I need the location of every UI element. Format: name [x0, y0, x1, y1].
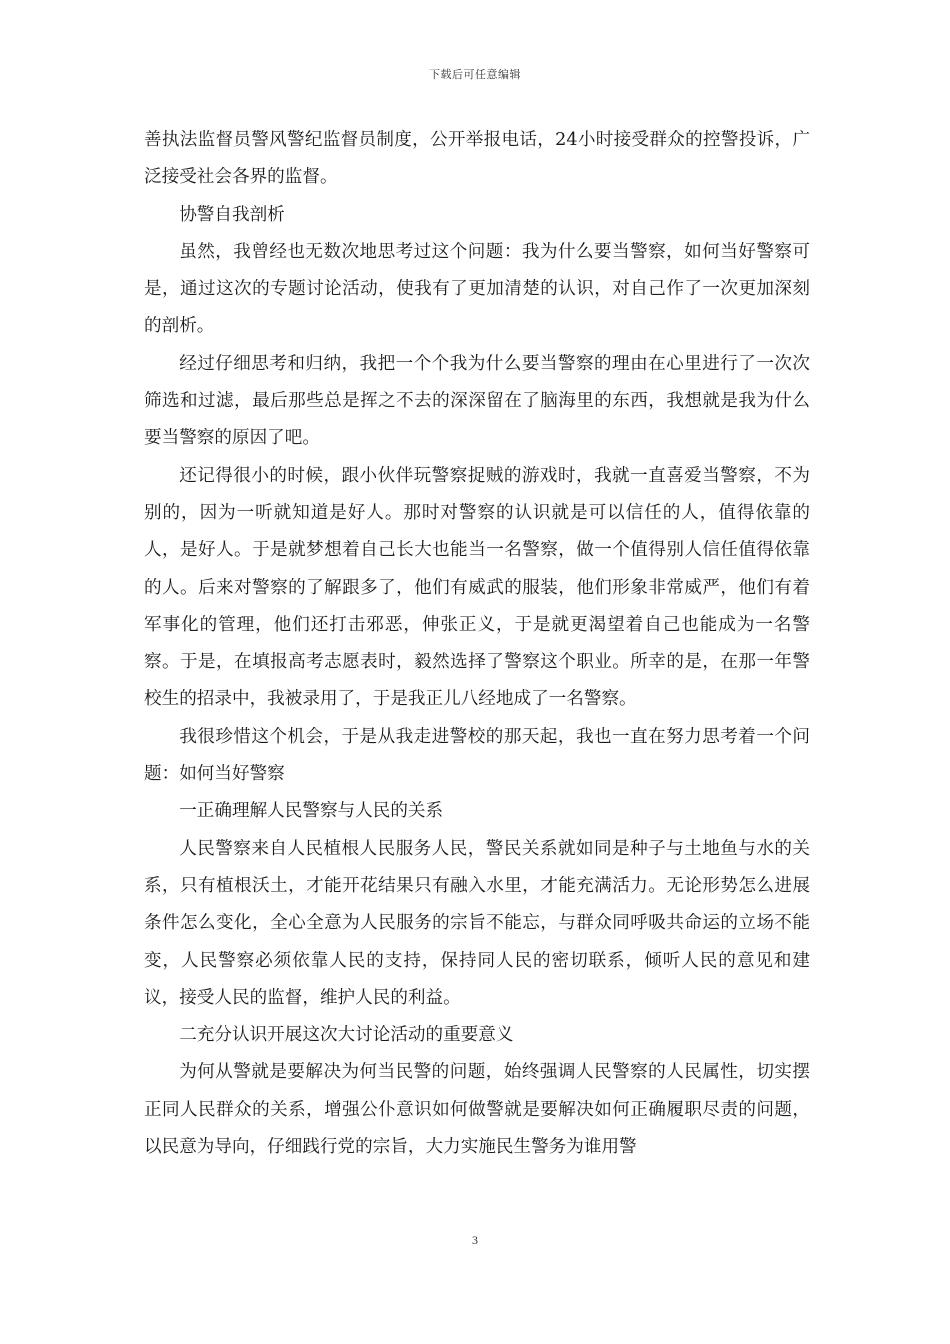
paragraph: 还记得很小的时候，跟小伙伴玩警察捉贼的游戏时，我就一直喜爱当警察，不为别的，因为一听就知道是好人。那时对警察的认识就是可以信任的人，值得依靠的人，是好人。于是就梦想着自己长大也能当一名警察，做一个值得别人信任值得依靠的人。后来对警察的了解跟多了，他们有威武的服装，他们形象非常威严，他们有着军事化的管理，他们还打击邪恶，伸张正义，于是就更渴望着自己也能成为一名警察。于是，在填报高考志愿表时，毅然选择了警察这个职业。所幸的是，在那一年警校生的招录中，我被录用了，于是我正儿八经地成了一名警察。 [144, 465, 810, 710]
section-heading: 一正确理解人民警察与人民的关系 [179, 801, 444, 822]
paragraph: 为何从警就是要解决为何当民警的问题，始终强调人民警察的人民属性，切实摆正同人民群众的关系，增强公仆意识如何做警就是要解决如何正确履职尽责的问题，以民意为导向，仔细践行党的宗旨，大力实施民生警务为谁用警 [144, 1062, 810, 1158]
section-heading: 二充分认识开展这次大讨论活动的重要意义 [179, 1025, 514, 1046]
section-heading: 协警自我剖析 [179, 204, 285, 225]
paragraph: 虽然，我曾经也无数次地思考过这个问题：我为什么要当警察，如何当好警察可是，通过这次的专题讨论活动，使我有了更加清楚的认识，对自己作了一次更加深刻的剖析。 [144, 241, 810, 337]
paragraph: 人民警察来自人民植根人民服务人民，警民关系就如同是种子与土地鱼与水的关系，只有植根沃土，才能开花结果只有融入水里，才能充满活力。无论形势怎么进展条件怎么变化，全心全意为人民服务的宗旨不能忘，与群众同呼吸共命运的立场不能变，人民警察必须依靠人民的支持，保持同人民的密切联系，倾听人民的意见和建议，接受人民的监督，维护人民的利益。 [144, 838, 810, 1008]
document-body [144, 122, 810, 1166]
paragraph: 我很珍惜这个机会，于是从我走进警校的那天起，我也一直在努力思考着一个问题：如何当好警察 [144, 726, 810, 785]
page-number: 3 [472, 1233, 478, 1247]
paragraph: 经过仔细思考和归纳，我把一个个我为什么要当警察的理由在心里进行了一次次筛选和过滤，最后那些总是挥之不去的深深留在了脑海里的东西，我想就是我为什么要当警察的原因了吧。 [144, 353, 810, 449]
page-header-note: 下载后可任意编辑 [429, 68, 521, 81]
paragraph: 善执法监督员警风警纪监督员制度，公开举报电话，24小时接受群众的控警投诉，广泛接受社会各界的监督。 [144, 130, 810, 188]
